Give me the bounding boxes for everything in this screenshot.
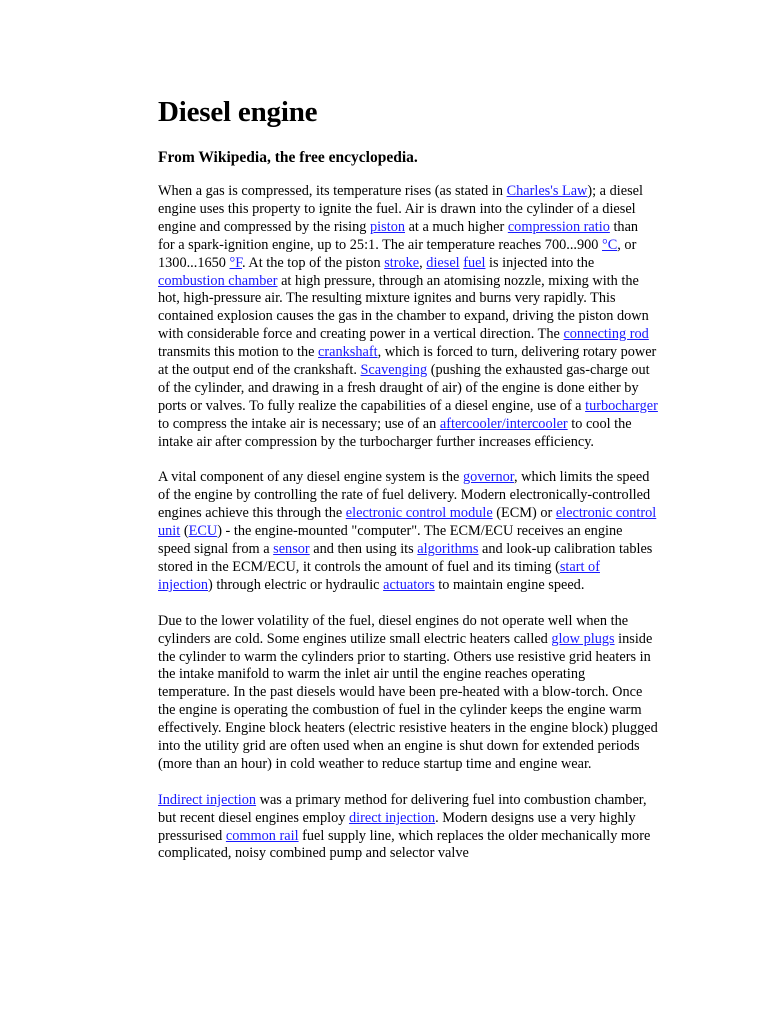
link-electronic-control-unit[interactable]: electronic control unit: [158, 505, 657, 540]
paragraph-cold-start: [158, 613, 658, 774]
link-crankshaft[interactable]: crankshaft: [318, 344, 378, 361]
paragraph-injection: [158, 792, 658, 864]
text: fuel supply line, which replaces the older mechanically more complicated, noisy combined pump and selector valve: [158, 827, 651, 862]
link-stroke[interactable]: stroke: [384, 254, 420, 271]
text: ) - the engine-mounted "computer". The ECM/ECU receives an engine speed signal from a: [158, 523, 623, 558]
text: at a much higher: [405, 218, 508, 235]
text: , which limits the speed of the engine by controlling the rate of fuel delivery. Modern electronically-controlled engines achieve this through the: [158, 469, 651, 522]
link-direct-injection[interactable]: direct injection: [348, 809, 436, 826]
text: at high pressure, through an atomising nozzle, mixing with the hot, high-pressure air. The resulting mixture ignites and burns very rapidly. This contained explosion causes the gas in the chamber to expand, driving the piston down with considerable force and creating power in a vertical direction. The: [158, 272, 649, 343]
link-ecu[interactable]: ECU: [188, 523, 218, 540]
link-turbocharger[interactable]: turbocharger: [585, 397, 658, 414]
article: [158, 94, 658, 863]
link-connecting-rod[interactable]: connecting rod: [563, 326, 649, 343]
link-fuel[interactable]: fuel: [463, 254, 486, 271]
text: and then using its: [309, 541, 418, 558]
text: transmits this motion to the: [158, 344, 319, 361]
paragraph-governor: [158, 469, 658, 594]
text: than for a spark-ignition engine, up to 25:1. The air temperature reaches 700...900: [158, 218, 639, 253]
link-glow-plugs[interactable]: glow plugs: [551, 630, 615, 647]
page-subtitle: From Wikipedia, the free encyclopedia.: [158, 149, 418, 166]
link-compression-ratio[interactable]: compression ratio: [507, 218, 610, 235]
text: inside the cylinder to warm the cylinders prior to starting. Others use resistive grid heaters in the intake manifold to warm the inlet air until the engine reaches operating temperature. In the past diesels would have been pre-heated with a blow-torch. Once the engine is operating the combustion of fuel in the cylinder keeps the engine warm effectively. Engine block heaters (electric resistive heaters in the engine block) plugged into the utility grid are often used when an engine is shut down for extended periods (more than an hour) in cold weather to reduce startup time and engine wear.: [158, 630, 658, 772]
text: (pushing the exhausted gas-charge out of the cylinder, and drawing in a fresh draught of air) of the engine is done either by ports or valves. To fully realize the capabilities of a diesel engine, use of a: [158, 362, 650, 414]
text: ) through electric or hydraulic: [208, 576, 384, 593]
text: (ECM) or: [492, 505, 556, 522]
link-combustion-chamber[interactable]: combustion chamber: [158, 272, 278, 289]
text: When a gas is compressed, its temperature rises (as stated in: [158, 183, 507, 199]
text: and look-up calibration tables stored in the ECM/ECU, it controls the amount of fuel and its timing (: [158, 541, 653, 576]
link-algorithms[interactable]: algorithms: [417, 541, 479, 558]
link-indirect-injection[interactable]: Indirect injection: [158, 791, 257, 808]
link-celsius[interactable]: °C: [602, 236, 618, 253]
link-scavenging[interactable]: Scavenging: [360, 362, 428, 379]
text: to maintain engine speed.: [434, 576, 585, 593]
link-diesel[interactable]: diesel: [426, 254, 460, 271]
text: . At the top of the piston: [242, 254, 385, 271]
link-piston[interactable]: piston: [370, 218, 405, 235]
link-sensor[interactable]: sensor: [273, 541, 310, 558]
paragraph-combustion-process: [158, 183, 658, 452]
link-start-of-injection[interactable]: start of injection: [158, 559, 600, 593]
link-common-rail[interactable]: common rail: [225, 827, 299, 844]
text: ); a diesel engine uses this property to ignite the fuel. Air is drawn into the cylinder of a diesel engine and compressed by the rising: [158, 183, 643, 235]
link-aftercooler-intercooler[interactable]: aftercooler/intercooler: [439, 415, 568, 432]
link-charles-law[interactable]: Charles's Law: [506, 183, 588, 199]
text: to cool the intake air after compression by the turbocharger further increases efficiency.: [158, 415, 632, 450]
link-governor[interactable]: governor: [462, 469, 514, 486]
text: Due to the lower volatility of the fuel, diesel engines do not operate well when the cylinders are cold. Some engines utilize small electric heaters called: [158, 612, 629, 647]
text: , which is forced to turn, delivering rotary power at the output end of the crankshaft.: [158, 344, 657, 379]
page-title: Diesel engine: [158, 96, 318, 128]
link-fahrenheit[interactable]: °F: [229, 254, 243, 271]
text: ,: [419, 254, 427, 271]
link-actuators[interactable]: actuators: [383, 576, 435, 593]
text: to compress the intake air is necessary; use of an: [158, 415, 440, 432]
text: A vital component of any diesel engine system is the: [158, 469, 463, 486]
text: , or 1300...1650: [158, 236, 637, 271]
link-electronic-control-module[interactable]: electronic control module: [345, 505, 493, 522]
text: was a primary method for delivering fuel into combustion chamber, but recent diesel engines employ: [158, 791, 647, 826]
text: . Modern designs use a very highly pressurised: [158, 809, 636, 844]
text: (: [180, 523, 189, 540]
text: is injected into the: [485, 254, 595, 271]
